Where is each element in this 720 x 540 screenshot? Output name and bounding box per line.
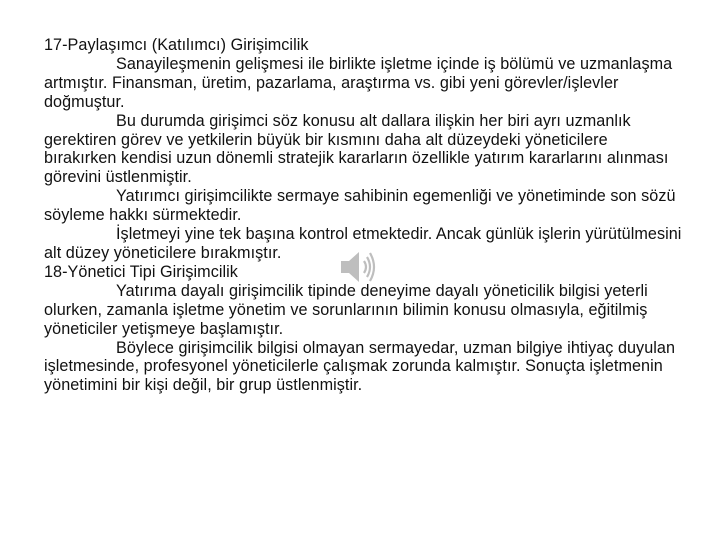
section-heading-17: 17-Paylaşımcı (Katılımcı) Girişimcilik — [44, 36, 309, 54]
section-17-paragraph-2: Bu durumda girişimci söz konusu alt dallara ilişkin her biri ayrı uzmanlık gerektiren görev ve yetkilerin büyük bir kısmını daha alt düzeydeki yöneticilere bırakırken kendisi uzun dönemli stratejik kararların özellikle yatırım kararlarını alınması görevini üstlenmiştir. — [44, 111, 669, 187]
section-17-paragraph-1: Sanayileşmenin gelişmesi ile birlikte işletme içinde iş bölümü ve uzmanlaşma artmıştır. Finansman, üretim, pazarlama, araştırma vs. gibi yeni görevler/işlevler doğmuştur. — [44, 54, 673, 111]
section-17-paragraph-3: Yatırımcı girişimcilikte sermaye sahibinin egemenliği ve yönetiminde son sözü söyleme hakkı sürmektedir. — [44, 187, 676, 225]
section-heading-18: 18-Yönetici Tipi Girişimcilik — [44, 262, 238, 281]
section-17-paragraph-4: İşletmeyi yine tek başına kontrol etmektedir. Ancak günlük işlerin yürütülmesini alt düzey yöneticilere bırakmıştır. — [44, 225, 682, 262]
section-18-paragraph-2: Böylece girişimcilik bilgisi olmayan sermayedar, uzman bilgiye ihtiyaç duyulan işletmesinde, profesyonel yöneticilerle çalışmak zorunda kalmıştır. Sonuçta işletmenin yönetimini bir kişi değil, bir grup üstlenmiştir. — [44, 338, 676, 395]
section-18-paragraph-1: Yatırıma dayalı girişimcilik tipinde deneyime dayalı yöneticilik bilgisi yeterli olurken, zamanla işletme yönetim ve sorunlarının bilimin konusu olmasıyla, eğitilmiş yöneticiler yetişmeye başlamıştır. — [44, 281, 648, 338]
slide-body — [44, 36, 684, 395]
speaker-icon[interactable] — [337, 247, 377, 287]
